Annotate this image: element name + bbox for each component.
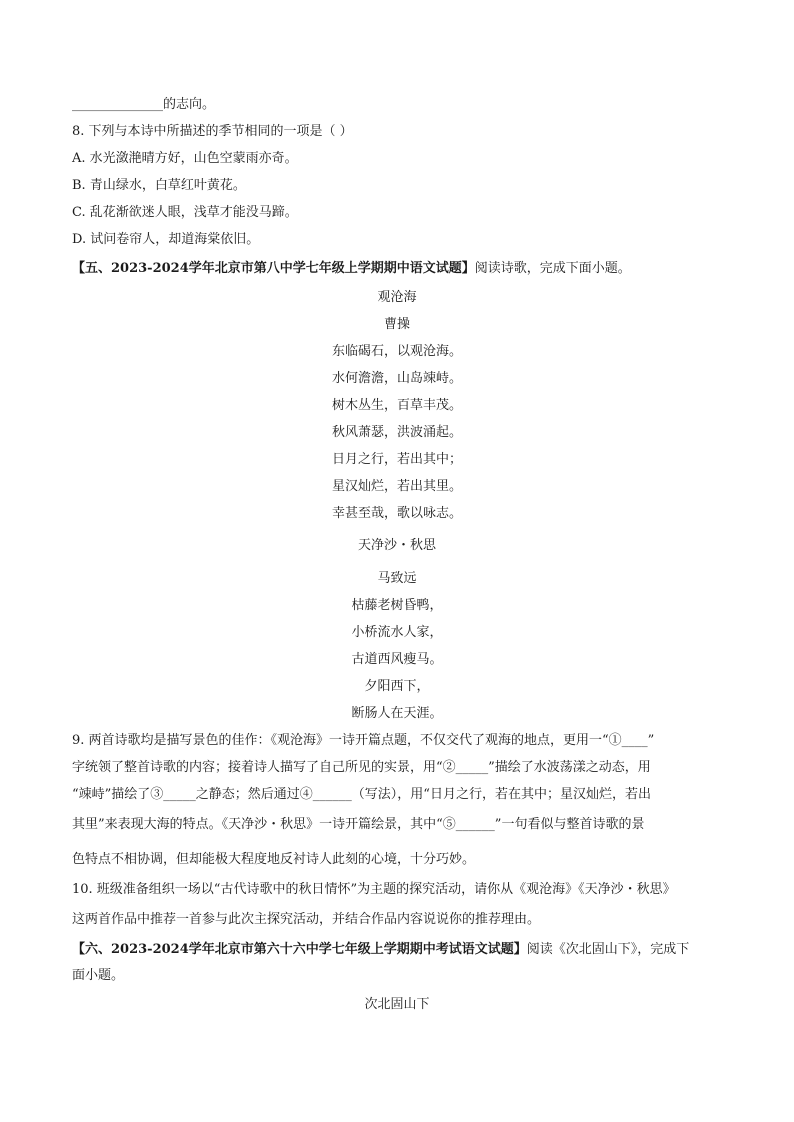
q10-line-1: 10. 班级准备组织一场以“古代诗歌中的秋日情怀”为主题的探究活动，请你从《观沧海》《天净沙・秋思》 [72,882,676,897]
poem1-line: 日月之行，若出其中； [331,452,462,467]
q10-line-2: 这两首作品中推荐一首参与此次主探究活动，并结合作品内容说说你的推荐理由。 [72,912,541,927]
poem2-title: 天净沙・秋思 [357,538,436,553]
section5-instruction: 阅读诗歌，完成下面小题。 [474,261,631,276]
q9-line-4: 其里”来表现大海的特点。《天净沙・秋思》一诗开篇绘景，其中“⑤______”一句看似与整首诗歌的景 [72,817,645,832]
poem1-line: 东临碣石，以观沧海。 [331,344,462,359]
poem1-line: 树木丛生，百草丰茂。 [331,398,462,413]
poem3-title: 次北固山下 [364,997,430,1012]
q9-line-3: “竦峙”描绘了③_____之静态；然后通过④______（写法），用“日月之行，若在其中；星汉灿烂，若出 [72,787,651,802]
q7-tail-text: 的志向。 [163,97,216,112]
section6-instruction-cont: 面小题。 [72,968,125,983]
poem1-author: 曹操 [383,317,410,332]
answer-blank: ______________ [72,97,163,112]
poem2-author: 马致远 [377,571,417,586]
poem2-line: 断肠人在天涯。 [351,706,443,721]
section5-heading: 【五、2023-2024学年北京市第八中学七年级上学期期中语文试题】 [72,261,475,276]
q7-tail [72,95,215,115]
poem2-line: 古道西风瘦马。 [351,652,443,667]
poem1-line: 秋风萧瑟，洪波涌起。 [331,425,462,440]
poem1-line: 星汉灿烂，若出其里。 [331,479,462,494]
poem2-line: 小桥流水人家， [351,625,443,640]
q8-option-a: A. 水光潋滟晴方好，山色空蒙雨亦奇。 [72,151,298,166]
section6-instruction: 阅读《次北固山下》，完成下 [526,942,690,957]
poem2-line: 枯藤老树昏鸭， [351,598,443,613]
poem1-line: 水何澹澹，山岛竦峙。 [331,371,462,386]
poem2-line: 夕阳西下， [364,679,430,694]
section6-heading: 【六、2023-2024学年北京市第六十六中学七年级上学期期中考试语文试题】 [72,942,527,957]
q8-option-c: C. 乱花渐欲迷人眼，浅草才能没马蹄。 [72,205,298,220]
q9-line-5: 色特点不相协调，但却能极大程度地反衬诗人此刻的心境，十分巧妙。 [72,852,476,867]
q8-option-d: D. 试问卷帘人，却道海棠依旧。 [72,232,260,247]
poem1-line: 幸甚至哉，歌以咏志。 [331,506,462,521]
section5-header [72,259,631,279]
q8-option-b: B. 青山绿水，白草红叶黄花。 [72,178,246,193]
q8-stem: 8. 下列与本诗中所描述的季节相同的一项是（ ） [72,124,353,139]
q9-line-1: 9. 两首诗歌均是描写景色的佳作：《观沧海》一诗开篇点题，不仅交代了观海的地点，更用一“①____” [72,733,655,748]
poem1-title: 观沧海 [377,290,417,305]
q9-line-2: 字统领了整首诗歌的内容；接着诗人描写了自己所见的实景，用“②_____”描绘了水波荡漾之动态，用 [72,760,651,775]
section6-header [72,940,689,960]
